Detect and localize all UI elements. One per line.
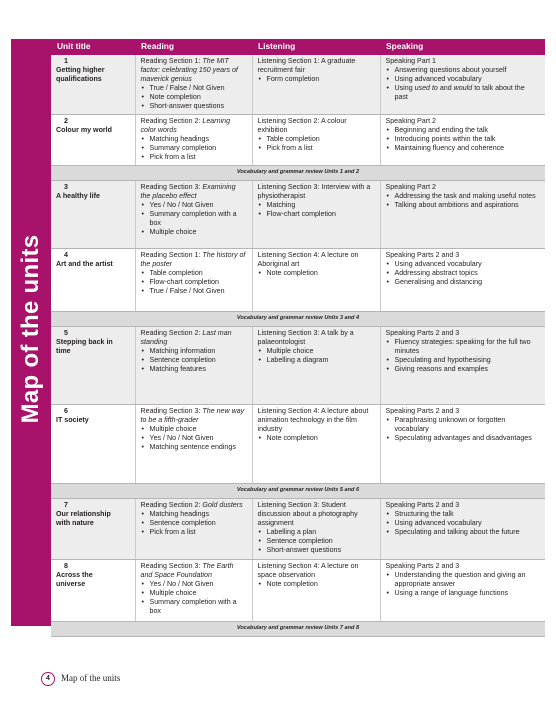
unit-title: Across the universe — [56, 571, 93, 588]
unit-number: 1 — [64, 57, 68, 65]
speaking-skill-list — [386, 416, 541, 443]
speaking-skill-list — [386, 260, 541, 287]
reading-text-title: The new way to be a fifth-grader — [140, 407, 245, 424]
reading-task: • Matching sentence endings — [141, 443, 247, 452]
reading-section-label: Reading Section 3: — [140, 407, 203, 415]
reading-task: • Short-answer questions — [141, 102, 247, 111]
table-header-row — [51, 39, 545, 55]
reading-task-list — [141, 269, 247, 296]
reading-task: • Flow-chart completion — [141, 278, 247, 287]
reading-cell — [135, 327, 252, 405]
reading-task: • Note completion — [141, 93, 247, 102]
review-label: Vocabulary and grammar review Units 1 and 2 — [51, 166, 545, 181]
reading-section-label: Reading Section 2: — [140, 501, 203, 509]
speaking-skill-part: to talk about the past — [394, 84, 525, 101]
listening-task-list — [258, 135, 375, 153]
unit-row-5 — [51, 327, 545, 405]
speaking-part: Speaking Part 2 — [385, 117, 436, 125]
unit-title-cell — [51, 560, 135, 622]
listening-task: • Short-answer questions — [258, 546, 375, 555]
speaking-skill: • Speculating and hypothesising — [386, 356, 541, 365]
speaking-cell — [380, 181, 545, 249]
speaking-cell — [380, 499, 545, 560]
speaking-part: Speaking Parts 2 and 3 — [385, 562, 460, 570]
speaking-skill: • Fluency strategies: speaking for the full two minutes — [386, 338, 541, 356]
reading-task: • Summary completion — [141, 144, 247, 153]
speaking-skill: • Answering questions about yourself — [386, 66, 541, 75]
speaking-cell — [380, 405, 545, 484]
reading-text-title: The MIT factor: celebrating 150 years of maverick genius — [140, 57, 238, 83]
reading-section-label: Reading Section 3: — [140, 183, 203, 191]
reading-section-label: Reading Section 1: — [140, 57, 203, 65]
reading-task: • Table completion — [141, 269, 247, 278]
page-number: 4 — [41, 672, 55, 686]
listening-cell — [252, 560, 380, 622]
listening-task: • Matching — [258, 201, 375, 210]
listening-cell — [252, 249, 380, 312]
reading-cell — [135, 181, 252, 249]
speaking-skill: • Speculating advantages and disadvantages — [386, 434, 541, 443]
speaking-skill: • Giving reasons and examples — [386, 365, 541, 374]
speaking-skill: • Using advanced vocabulary — [386, 260, 541, 269]
listening-task-list — [258, 434, 375, 443]
listening-task-list — [258, 201, 375, 219]
reading-task: • Sentence completion — [141, 519, 247, 528]
speaking-skill-part: would — [453, 84, 473, 92]
reading-section — [141, 117, 247, 135]
unit-row-2 — [51, 115, 545, 166]
speaking-skill: • Generalising and distancing — [386, 278, 541, 287]
listening-section: Listening Section 3: Interview with a physiotherapist — [257, 183, 371, 200]
sidebar-band — [11, 39, 51, 626]
unit-number: 3 — [64, 183, 68, 191]
reading-text-title: The Earth and Space Foundation — [140, 562, 234, 579]
speaking-skill: • Talking about ambitions and aspirations — [386, 201, 541, 210]
reading-task: • Yes / No / Not Given — [141, 580, 247, 589]
reading-section — [141, 501, 247, 510]
listening-cell — [252, 499, 380, 560]
listening-task: • Multiple choice — [258, 347, 375, 356]
listening-section: Listening Section 4: A lecture on Aboriginal art — [257, 251, 359, 268]
reading-cell — [135, 115, 252, 166]
units-table — [51, 39, 545, 637]
unit-title: IT society — [56, 416, 89, 424]
reading-section — [141, 57, 247, 84]
listening-task-list — [258, 269, 375, 278]
listening-task: • Note completion — [258, 580, 375, 589]
unit-title: Our relationship with nature — [56, 510, 111, 527]
speaking-skill: • Using a range of language functions — [386, 589, 541, 598]
reading-section — [141, 183, 247, 201]
reading-section-label: Reading Section 2: — [140, 117, 203, 125]
listening-task: • Form completion — [258, 75, 375, 84]
reading-task: • Yes / No / Not Given — [141, 201, 247, 210]
unit-number: 7 — [64, 501, 68, 509]
listening-task: • Table completion — [258, 135, 375, 144]
speaking-skill: • Paraphrasing unknown or forgotten vocabulary — [386, 416, 541, 434]
speaking-skill-part: used to — [414, 84, 438, 92]
listening-task: • Flow-chart completion — [258, 210, 375, 219]
listening-cell — [252, 115, 380, 166]
listening-task: • Labelling a diagram — [258, 356, 375, 365]
review-label: Vocabulary and grammar review Units 5 and 6 — [51, 484, 545, 499]
reading-task: • Matching features — [141, 365, 247, 374]
reading-task: • Summary completion with a box — [141, 210, 247, 228]
speaking-skill-list — [386, 192, 541, 210]
speaking-skill: • Understanding the question and giving an appropriate answer — [386, 571, 541, 589]
reading-task: • Multiple choice — [141, 425, 247, 434]
unit-row-4 — [51, 249, 545, 312]
reading-cell — [135, 499, 252, 560]
reading-task-list — [141, 510, 247, 537]
unit-title: Colour my world — [56, 126, 112, 134]
review-label: Vocabulary and grammar review Units 7 and 8 — [51, 622, 545, 637]
review-row — [51, 622, 545, 637]
header-listening: Listening — [252, 39, 380, 55]
speaking-skill: • Speculating and talking about the future — [386, 528, 541, 537]
speaking-skill-list — [386, 338, 541, 374]
listening-section: Listening Section 1: A graduate recruitment fair — [257, 57, 356, 74]
review-row — [51, 484, 545, 499]
listening-section: Listening Section 3: A talk by a palaeontologist — [257, 329, 354, 346]
reading-text-title: Examining the placebo effect — [140, 183, 236, 200]
reading-section — [141, 329, 247, 347]
listening-task: • Pick from a list — [258, 144, 375, 153]
review-row — [51, 166, 545, 181]
review-row — [51, 312, 545, 327]
speaking-part: Speaking Parts 2 and 3 — [385, 501, 460, 509]
listening-cell — [252, 405, 380, 484]
header-unit-title: Unit title — [51, 39, 135, 55]
speaking-skill-list — [386, 66, 541, 102]
speaking-skill: • Introducing points within the talk — [386, 135, 541, 144]
reading-task: • Matching headings — [141, 135, 247, 144]
listening-section: Listening Section 4: A lecture on space observation — [257, 562, 359, 579]
header-reading: Reading — [135, 39, 252, 55]
listening-task-list — [258, 347, 375, 365]
listening-cell — [252, 55, 380, 115]
speaking-skill: • Structuring the talk — [386, 510, 541, 519]
listening-task-list — [258, 580, 375, 589]
listening-section: Listening Section 4: A lecture about animation technology in the film industry — [257, 407, 369, 433]
unit-number: 4 — [64, 251, 68, 259]
speaking-cell — [380, 327, 545, 405]
listening-cell — [252, 327, 380, 405]
speaking-part: Speaking Part 2 — [385, 183, 436, 191]
unit-title-cell — [51, 405, 135, 484]
speaking-skill: • Using advanced vocabulary — [386, 75, 541, 84]
speaking-part: Speaking Parts 2 and 3 — [385, 329, 460, 337]
unit-row-3 — [51, 181, 545, 249]
reading-task-list — [141, 347, 247, 374]
reading-task: • Pick from a list — [141, 153, 247, 162]
speaking-cell — [380, 55, 545, 115]
speaking-part: Speaking Parts 2 and 3 — [385, 407, 460, 415]
reading-section-label: Reading Section 3: — [140, 562, 203, 570]
listening-cell — [252, 181, 380, 249]
reading-task-list — [141, 425, 247, 452]
speaking-skill-list — [386, 510, 541, 537]
speaking-skill-list — [386, 126, 541, 153]
speaking-skill: • Addressing abstract topics — [386, 269, 541, 278]
reading-task: • Matching information — [141, 347, 247, 356]
listening-task: • Sentence completion — [258, 537, 375, 546]
reading-task-list — [141, 84, 247, 111]
reading-text-title: The history of the poster — [140, 251, 246, 268]
reading-section — [141, 251, 247, 269]
unit-row-7 — [51, 499, 545, 560]
listening-section: Listening Section 3: Student discussion about a photography assignment — [257, 501, 358, 527]
unit-title: Art and the artist — [56, 260, 113, 268]
reading-text-title: Gold dusters — [202, 501, 243, 509]
speaking-skill-part: Using — [394, 84, 415, 92]
speaking-part: Speaking Part 1 — [385, 57, 436, 65]
footer-title: Map of the units — [61, 673, 121, 683]
reading-task: • Matching headings — [141, 510, 247, 519]
reading-text-title: Learning color words — [140, 117, 231, 134]
header-speaking: Speaking — [380, 39, 545, 55]
reading-cell — [135, 55, 252, 115]
review-label: Vocabulary and grammar review Units 3 and 4 — [51, 312, 545, 327]
reading-section — [141, 562, 247, 580]
reading-task: • True / False / Not Given — [141, 287, 247, 296]
reading-task-list — [141, 580, 247, 616]
reading-task-list — [141, 201, 247, 237]
unit-title: Stepping back in time — [56, 338, 113, 355]
speaking-cell — [380, 115, 545, 166]
unit-number: 6 — [64, 407, 68, 415]
unit-title-cell — [51, 499, 135, 560]
unit-title-cell — [51, 181, 135, 249]
unit-row-1 — [51, 55, 545, 115]
reading-task: • Multiple choice — [141, 589, 247, 598]
unit-title: A healthy life — [56, 192, 100, 200]
unit-title-cell — [51, 115, 135, 166]
speaking-skill: • Maintaining fluency and coherence — [386, 144, 541, 153]
listening-task: • Note completion — [258, 269, 375, 278]
speaking-skill — [386, 84, 541, 102]
listening-section: Listening Section 2: A colour exhibition — [257, 117, 347, 134]
unit-row-6 — [51, 405, 545, 484]
speaking-cell — [380, 249, 545, 312]
reading-section — [141, 407, 247, 425]
speaking-skill-part: and — [437, 84, 454, 92]
speaking-skill: • Addressing the task and making useful notes — [386, 192, 541, 201]
listening-task-list — [258, 75, 375, 84]
reading-cell — [135, 249, 252, 312]
unit-row-8 — [51, 560, 545, 622]
reading-task: • Yes / No / Not Given — [141, 434, 247, 443]
unit-title-cell — [51, 249, 135, 312]
listening-task-list — [258, 528, 375, 555]
unit-number: 5 — [64, 329, 68, 337]
speaking-skill: • Beginning and ending the talk — [386, 126, 541, 135]
reading-task: • Multiple choice — [141, 228, 247, 237]
reading-task: • Sentence completion — [141, 356, 247, 365]
unit-title-cell — [51, 55, 135, 115]
reading-section-label: Reading Section 1: — [140, 251, 203, 259]
reading-task: • Pick from a list — [141, 528, 247, 537]
reading-text-title: Last man standing — [140, 329, 232, 346]
unit-number: 8 — [64, 562, 68, 570]
speaking-part: Speaking Parts 2 and 3 — [385, 251, 460, 259]
table-body — [51, 55, 545, 637]
unit-title-cell — [51, 327, 135, 405]
reading-task: • Summary completion with a box — [141, 598, 247, 616]
unit-title: Getting higher qualifications — [56, 66, 105, 83]
unit-number: 2 — [64, 117, 68, 125]
reading-section-label: Reading Section 2: — [140, 329, 203, 337]
speaking-skill: • Using advanced vocabulary — [386, 519, 541, 528]
speaking-cell — [380, 560, 545, 622]
speaking-skill-list — [386, 571, 541, 598]
reading-cell — [135, 560, 252, 622]
listening-task: • Note completion — [258, 434, 375, 443]
sidebar-title: Map of the units — [17, 234, 44, 424]
reading-cell — [135, 405, 252, 484]
reading-task: • True / False / Not Given — [141, 84, 247, 93]
listening-task: • Labelling a plan — [258, 528, 375, 537]
reading-task-list — [141, 135, 247, 162]
